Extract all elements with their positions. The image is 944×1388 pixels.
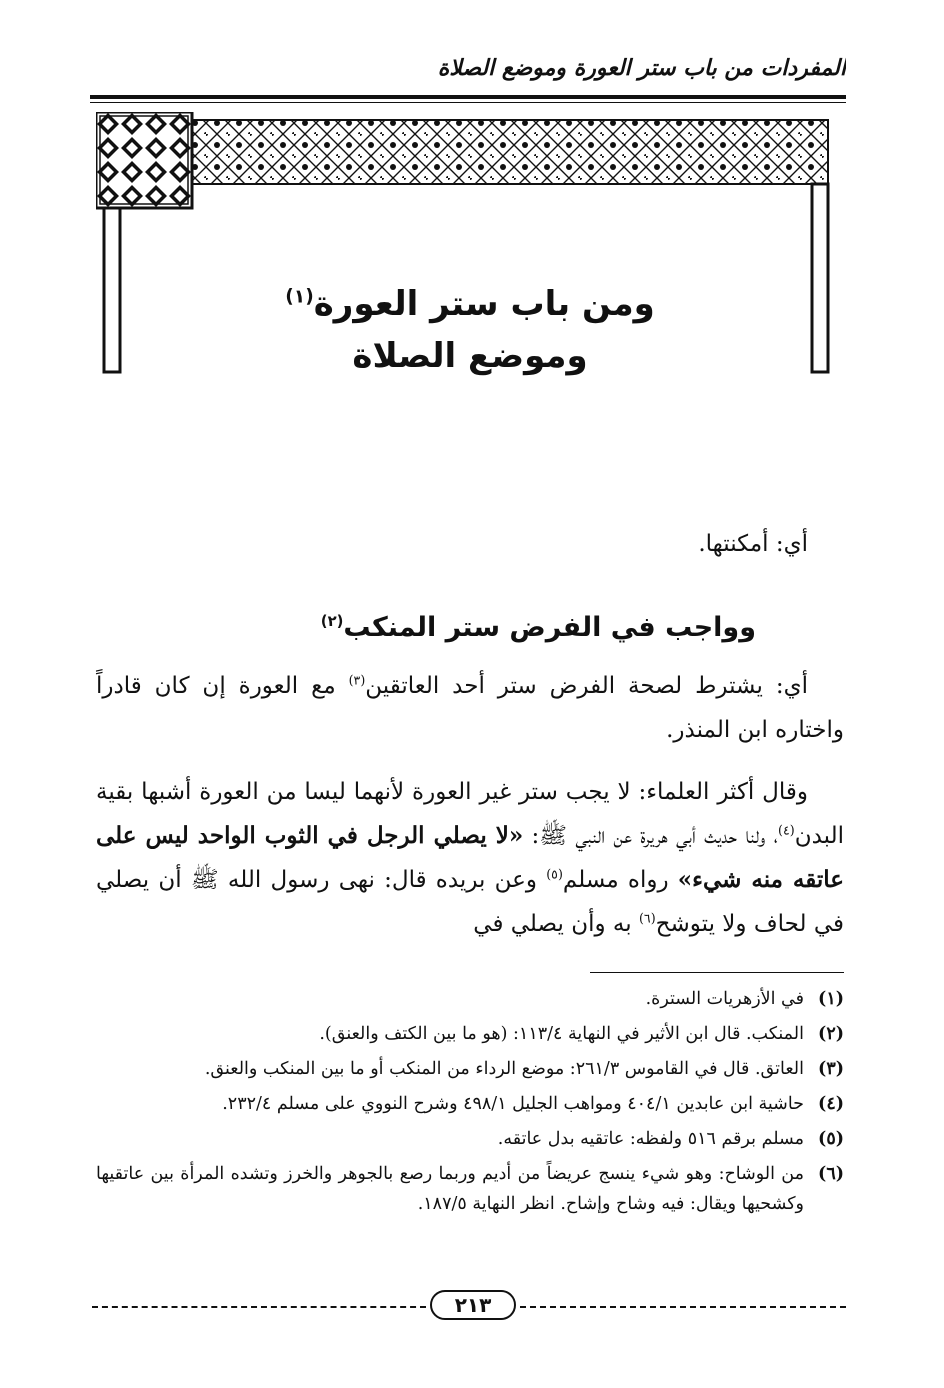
page-number: ٢١٣: [430, 1290, 516, 1320]
footnotes: [96, 984, 844, 1224]
frame-left-post: [104, 208, 120, 372]
footnote-ref: (٣): [348, 672, 366, 688]
footnote-ref: (٢): [320, 612, 344, 630]
footnote-item: [96, 1089, 844, 1119]
footnote-number: (١): [818, 989, 844, 1009]
footnote-text: في الأزهريات السترة.: [645, 989, 804, 1009]
frame-corner-ornament: [96, 112, 192, 208]
footnote-ref: (٦): [638, 910, 656, 926]
footnote-item: [96, 1159, 844, 1219]
footnote-ref: (٤): [778, 822, 795, 838]
footnote-number: (٦): [818, 1164, 844, 1184]
footnote-number: (٣): [818, 1059, 844, 1079]
subheading-text: وواجب في الفرض ستر المنكب: [343, 612, 756, 643]
footnote-ref: (١): [285, 286, 314, 308]
paragraph-1: [96, 664, 844, 752]
footnote-number: (٤): [818, 1094, 844, 1114]
chapter-title-line1: ومن باب ستر العورة: [313, 284, 655, 324]
hadith-quote: «لا يصلي الرجل في الثوب الواحد ليس على عاتقه منه شيء»: [96, 822, 844, 893]
footnote-separator: [590, 972, 844, 973]
footnote-item: [96, 984, 844, 1014]
section-subheading: [96, 606, 756, 650]
frame-band-lattice: [192, 120, 828, 184]
footnote-item: [96, 1124, 844, 1154]
footer-dashed-rule-right: [520, 1306, 846, 1308]
footnote-text: حاشية ابن عابدين ٤٠٤/١ ومواهب الجليل ٤٩٨/١ وشرح النووي على مسلم ٢٣٢/٤.: [222, 1094, 804, 1114]
footnote-text: من الوشاح: وهو شيء ينسج عريضاً من أديم وربما رصع بالجوهر والخرز وتشده المرأة بين عاتقيها وكشحيها ويقال: فيه وشاح وإشاح. انظر النهاية ١٨٧/٥.: [96, 1164, 804, 1214]
paragraph-2-text: وقال أكثر العلماء: لا يجب ستر غير العورة لأنهما ليسا من العورة أشبها بقية البدن: [96, 779, 844, 849]
paragraph-2-text-cont: رواه مسلم: [562, 867, 678, 893]
paragraph-2: [96, 770, 844, 946]
frame-right-post: [812, 184, 828, 372]
paragraph-2-text-cont: به وأن يصلي في: [473, 911, 639, 937]
footnote-ref: (٥): [546, 866, 563, 882]
footnote-number: (٥): [818, 1129, 844, 1149]
footnote-text: العاتق. قال في القاموس ٢٦١/٣: موضع الرداء من المنكب أو ما بين المنكب والعنق.: [204, 1059, 804, 1079]
paragraph-2-text-cont: وعن بريده قال: نهى رسول الله ﷺ أن يصلي في لحاف ولا يتوشح: [96, 867, 844, 937]
explanation-text: أي: أمكنتها.: [698, 531, 808, 557]
footnote-number: (٢): [818, 1024, 844, 1044]
paragraph-2-text-cont: ، ولنا حديث أبي هريرة عن النبي ﷺ:: [523, 823, 779, 849]
footnote-item: [96, 1054, 844, 1084]
paragraph-1-text-cont: مع العورة إن كان قادراً واختاره ابن المنذر.: [96, 673, 844, 743]
footnote-text: المنكب. قال ابن الأثير في النهاية ١١٣/٤: (هو ما بين الكتف والعنق).: [319, 1024, 804, 1044]
footnote-item: [96, 1019, 844, 1049]
footer-dashed-rule-left: [92, 1306, 426, 1308]
header-rule: [90, 95, 846, 99]
header-rule-thin: [90, 102, 846, 103]
paragraph-1-text: أي: يشترط لصحة الفرض ستر أحد العاتقين: [365, 673, 808, 699]
footnote-text: مسلم برقم ٥١٦ ولفظه: عاتقيه بدل عاتقه.: [497, 1129, 804, 1149]
chapter-title-line2: وموضع الصلاة: [352, 336, 588, 376]
running-header: المفردات من باب ستر العورة وموضع الصلاة: [437, 56, 846, 81]
chapter-title: [140, 278, 800, 382]
explanation-line: [96, 522, 844, 566]
